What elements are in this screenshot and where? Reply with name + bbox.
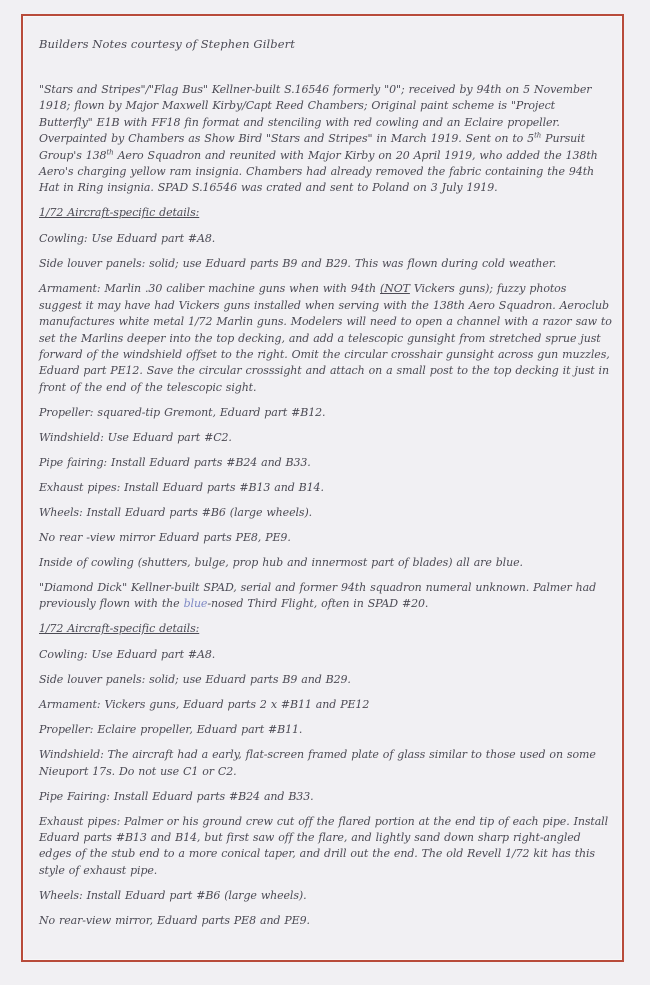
paragraph — [39, 281, 612, 396]
paragraph — [39, 555, 612, 571]
text-segment: Exhaust pipes: Palmer or his ground crew cut off the flared portion at the end tip of each pipe. Install Eduard parts #B13 and B14, but first saw off the flare, and lightly sand down sharp right-angled edges of the stub end to a more conical taper, and drill out the end. The old Revell 1/72 kit has this style of exhaust pipe. — [39, 814, 608, 877]
text-segment-sup: th — [106, 147, 114, 156]
text-segment: Armament: Marlin .30 caliber machine guns when with 94th — [39, 282, 381, 296]
paragraph — [39, 256, 612, 272]
text-segment: Pursuit Group's 138 — [39, 132, 585, 162]
text-segment: Pipe fairing: Install Eduard parts #B24 and B33. — [39, 455, 311, 469]
text-segment: Side louver panels: solid; use Eduard parts B9 and B29. — [39, 673, 351, 687]
text-segment-sup: th — [534, 131, 542, 140]
text-segment: Propeller: squared-tip Gremont, Eduard part #B12. — [39, 405, 326, 419]
paragraph — [39, 430, 612, 446]
paragraph — [39, 697, 612, 713]
paragraph — [39, 405, 612, 421]
paragraph — [39, 722, 612, 738]
text-segment: 1/72 Aircraft-specific details: — [39, 206, 200, 220]
paragraph — [39, 82, 612, 197]
paragraph — [39, 747, 612, 780]
paragraph — [39, 530, 612, 546]
paragraph — [39, 814, 612, 880]
paragraph — [39, 580, 612, 613]
text-segment: No rear -view mirror Eduard parts PE8, PE9. — [39, 530, 291, 544]
text-segment: Pipe Fairing: Install Eduard parts #B24 and B33. — [39, 789, 314, 803]
text-segment-underline: (NOT — [380, 282, 410, 296]
page-border-frame — [21, 14, 624, 962]
text-segment: Aero Squadron and reunited with Major Kirby on 20 April 1919, who added the 138th Aero's charging yellow ram insignia. Chambers had already removed the fabric containing the 94th Hat in Ring insignia. SPAD S.16546 was crated and sent to Poland on 3 July 1919. — [39, 148, 598, 195]
paragraph — [39, 231, 612, 247]
paragraph — [39, 789, 612, 805]
text-segment: Armament: Vickers guns, Eduard parts 2 x #B11 and PE12 — [39, 698, 370, 712]
paragraph — [39, 913, 612, 929]
text-segment: Cowling: Use Eduard part #A8. — [39, 232, 216, 246]
paragraph — [39, 480, 612, 496]
text-segment: 1/72 Aircraft-specific details: — [39, 622, 200, 636]
section-heading — [39, 621, 612, 637]
text-segment: Inside of cowling (shutters, bulge, prop hub and innermost part of blades) all are blue. — [39, 555, 523, 569]
text-segment: "Diamond Dick" Kellner-built SPAD, serial and former 94th squadron numeral unknown. Palmer had previously flown with the — [39, 580, 597, 611]
document-title: Builders Notes courtesy of Stephen Gilbert — [39, 37, 295, 51]
text-segment: Side louver panels: solid; use Eduard parts B9 and B29. This was flown during cold weather. — [39, 257, 557, 271]
section-heading — [39, 205, 612, 221]
paragraph — [39, 455, 612, 471]
text-segment: Windshield: The aircraft had a early, flat-screen framed plate of glass similar to those used on some Nieuport 17s. Do not use C1 or C2. — [39, 748, 596, 778]
text-segment-blue: blue — [183, 597, 208, 611]
text-segment: Wheels: Install Eduard parts #B6 (large wheels). — [39, 505, 313, 519]
text-segment: Wheels: Install Eduard part #B6 (large wheels). — [39, 888, 307, 902]
paragraph — [39, 672, 612, 688]
text-segment: Vickers guns); fuzzy photos suggest it may have had Vickers guns installed when serving with the 138th Aero Squadron. Aeroclub manufactures white metal 1/72 Marlin guns. Modelers will need to open a channel with a razor saw to set the Marlins deeper into the top decking, and add a telescopic gunsight from stretched sprue just forward of the windshield offset to the right. Omit the circular crosshair gunsight across gun muzzles, Eduard part PE12. Save the circular crosssight and attach on a small post to the top decking it just in front of the end of the telescopic sight. — [39, 282, 612, 394]
text-segment: Cowling: Use Eduard part #A8. — [39, 648, 216, 662]
text-segment: -nosed Third Flight, often in SPAD #20. — [207, 597, 429, 611]
text-segment: "Stars and Stripes"/"Flag Bus" Kellner-built S.16546 formerly "0"; received by 94th on 5 November 1918; flown by Major Maxwell Kirby/Capt Reed Chambers; Original paint scheme is "Project Butterfly" E1B with FF18 fin format and stenciling with red cowling and an Eclaire propeller. Overpainted by Chambers as Show Bird "Stars and Stripes" in March 1919. Sent on to 5 — [39, 83, 592, 146]
text-segment: No rear-view mirror, Eduard parts PE8 and PE9. — [39, 913, 310, 927]
document-body — [23, 16, 622, 960]
paragraph — [39, 647, 612, 663]
paragraph — [39, 888, 612, 904]
text-segment: Exhaust pipes: Install Eduard parts #B13 and B14. — [39, 480, 324, 494]
paragraph — [39, 505, 612, 521]
text-segment: Propeller: Eclaire propeller, Eduard part #B11. — [39, 723, 303, 737]
text-segment: Windshield: Use Eduard part #C2. — [39, 430, 232, 444]
